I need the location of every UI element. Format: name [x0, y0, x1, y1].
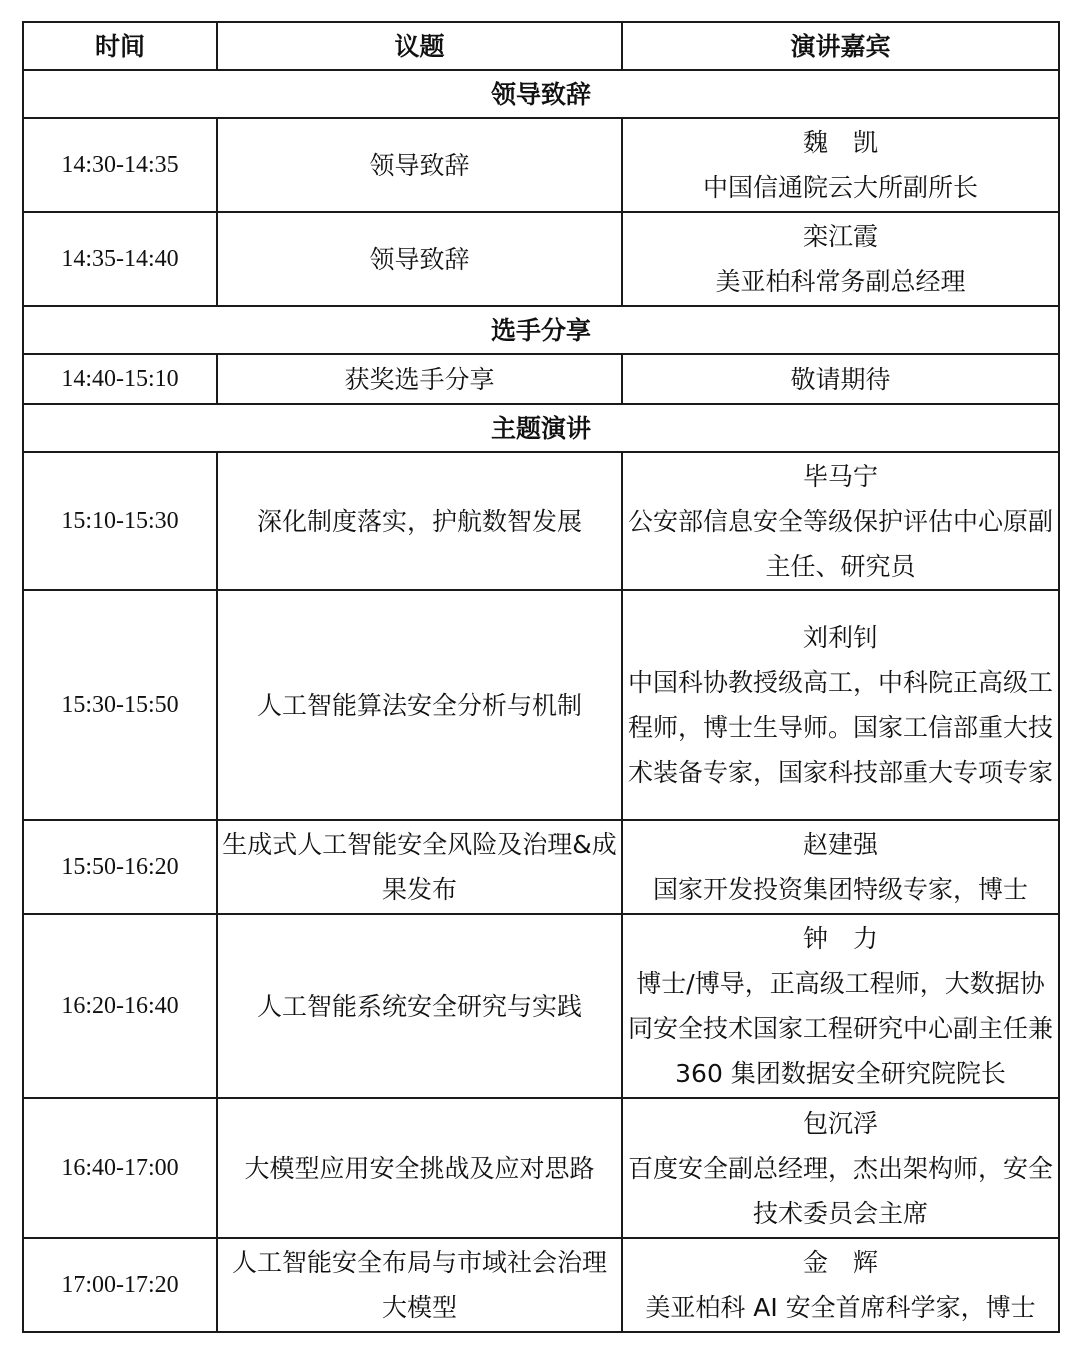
table-row — [23, 354, 1059, 404]
section-title: 选手分享 — [23, 306, 1059, 354]
topic-cell: 人工智能系统安全研究与实践 — [217, 914, 622, 1098]
topic-cell: 获奖选手分享 — [217, 354, 622, 404]
topic-cell: 生成式人工智能安全风险及治理&成果发布 — [217, 820, 622, 914]
header-speaker: 演讲嘉宾 — [622, 22, 1059, 70]
time-cell: 16:20-16:40 — [23, 914, 217, 1098]
speaker-cell — [622, 590, 1059, 820]
topic-cell: 领导致辞 — [217, 212, 622, 306]
header-time: 时间 — [23, 22, 217, 70]
time-cell: 14:30-14:35 — [23, 118, 217, 212]
topic-cell: 大模型应用安全挑战及应对思路 — [217, 1098, 622, 1238]
speaker-cell: 敬请期待 — [622, 354, 1059, 404]
section-title: 主题演讲 — [23, 404, 1059, 452]
section-row — [23, 306, 1059, 354]
table-row — [23, 1238, 1059, 1332]
agenda-table — [22, 21, 1060, 1333]
time-cell: 15:50-16:20 — [23, 820, 217, 914]
speaker-name: 魏 凯 — [802, 128, 878, 157]
speaker-title: 百度安全副总经理，杰出架构师，安全技术委员会主席 — [627, 1153, 1053, 1228]
table-row — [23, 590, 1059, 820]
topic-cell: 人工智能安全布局与市域社会治理大模型 — [217, 1238, 622, 1332]
section-title: 领导致辞 — [23, 70, 1059, 118]
header-topic: 议题 — [217, 22, 622, 70]
time-cell: 14:35-14:40 — [23, 212, 217, 306]
table-row — [23, 452, 1059, 590]
header-row — [23, 22, 1059, 70]
speaker-title: 中国科协教授级高工，中科院正高级工程师，博士生导师。国家工信部重大技术装备专家，国家科技部重大专项专家 — [627, 668, 1053, 787]
time-cell: 15:30-15:50 — [23, 590, 217, 820]
speaker-title: 美亚柏科常务副总经理 — [715, 267, 966, 296]
speaker-name: 钟 力 — [802, 924, 878, 953]
table-row — [23, 820, 1059, 914]
speaker-cell — [622, 452, 1059, 590]
speaker-name: 金 辉 — [802, 1248, 878, 1277]
speaker-name: 刘利钊 — [802, 623, 878, 652]
speaker-name: 毕马宁 — [802, 461, 878, 491]
speaker-name: 栾江霞 — [802, 222, 878, 251]
speaker-name: 赵建强 — [802, 830, 878, 859]
speaker-cell — [622, 212, 1059, 306]
speaker-title: 博士/博导，正高级工程师，大数据协同安全技术国家工程研究中心副主任兼 360 集团数据安全研究院院长 — [627, 969, 1053, 1088]
speaker-title: 公安部信息安全等级保护评估中心原副主任、研究员 — [627, 506, 1053, 581]
topic-cell: 人工智能算法安全分析与机制 — [217, 590, 622, 820]
time-cell: 16:40-17:00 — [23, 1098, 217, 1238]
speaker-title: 国家开发投资集团特级专家，博士 — [652, 875, 1028, 904]
speaker-cell — [622, 1238, 1059, 1332]
time-cell: 17:00-17:20 — [23, 1238, 217, 1332]
speaker-title: 中国信通院云大所副所长 — [702, 173, 978, 202]
topic-cell: 深化制度落实，护航数智发展 — [217, 452, 622, 590]
section-row — [23, 70, 1059, 118]
table-row — [23, 1098, 1059, 1238]
table-row — [23, 118, 1059, 212]
speaker-cell — [622, 914, 1059, 1098]
time-cell: 15:10-15:30 — [23, 452, 217, 590]
section-row — [23, 404, 1059, 452]
table-row — [23, 914, 1059, 1098]
topic-cell: 领导致辞 — [217, 118, 622, 212]
table-row — [23, 212, 1059, 306]
speaker-cell — [622, 118, 1059, 212]
time-cell: 14:40-15:10 — [23, 354, 217, 404]
speaker-cell — [622, 820, 1059, 914]
speaker-name: 包沉浮 — [802, 1108, 878, 1138]
speaker-title: 美亚柏科 AI 安全首席科学家，博士 — [645, 1293, 1036, 1322]
speaker-cell — [622, 1098, 1059, 1238]
